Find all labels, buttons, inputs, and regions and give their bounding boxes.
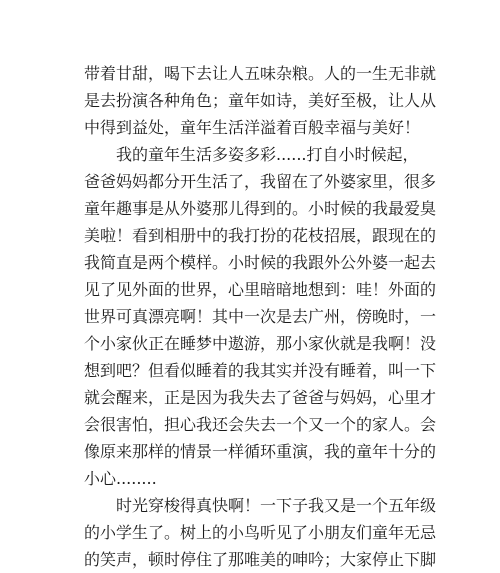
text-line: 见了见外面的世界，心里暗暗地想到：哇！外面的 (84, 280, 437, 299)
text-line: 想到吧？但看似睡着的我其实并没有睡着，叫一下 (84, 361, 437, 380)
text-line: 像原来那样的情景一样循环重演，我的童年十分的 (84, 442, 437, 461)
text-line: 的笑声，顿时停住了那唯美的呻吟；大家停止下脚 (84, 550, 437, 569)
text-line: 爸爸妈妈都分开生活了，我留在了外婆家里，很多 (84, 172, 437, 191)
essay-text (84, 60, 437, 573)
text-line: 会很害怕，担心我还会失去一个又一个的家人。会 (84, 415, 437, 434)
paragraph-start-line: 时光穿梭得真快啊！一下子我又是一个五年级 (84, 496, 437, 515)
text-line: 美啦！看到相册中的我打扮的花枝招展，跟现在的 (84, 226, 437, 245)
text-line: 中得到益处，童年生活洋溢着百般幸福与美好！ (84, 118, 421, 137)
text-line: 我简直是两个模样。小时候的我跟外公外婆一起去 (84, 253, 437, 272)
text-line: 童年趣事是从外婆那儿得到的。小时候的我最爱臭 (84, 199, 437, 218)
text-line: 个小家伙正在睡梦中遨游，那小家伙就是我啊！没 (84, 334, 437, 353)
text-line: 是去扮演各种角色；童年如诗，美好至极，让人从 (84, 91, 437, 110)
text-line: 就会醒来，正是因为我失去了爸爸与妈妈，心里才 (84, 388, 437, 407)
text-line: 的小学生了。树上的小鸟听见了小朋友们童年无忌 (84, 523, 437, 542)
paragraph-start-line: 我的童年生活多姿多彩......打自小时候起， (84, 145, 419, 164)
text-line: 带着甘甜，喝下去让人五味杂粮。人的一生无非就 (84, 64, 437, 83)
text-line: 世界可真漂亮啊！其中一次是去广州，傍晚时，一 (84, 307, 437, 326)
text-line: 小心........ (84, 469, 157, 488)
